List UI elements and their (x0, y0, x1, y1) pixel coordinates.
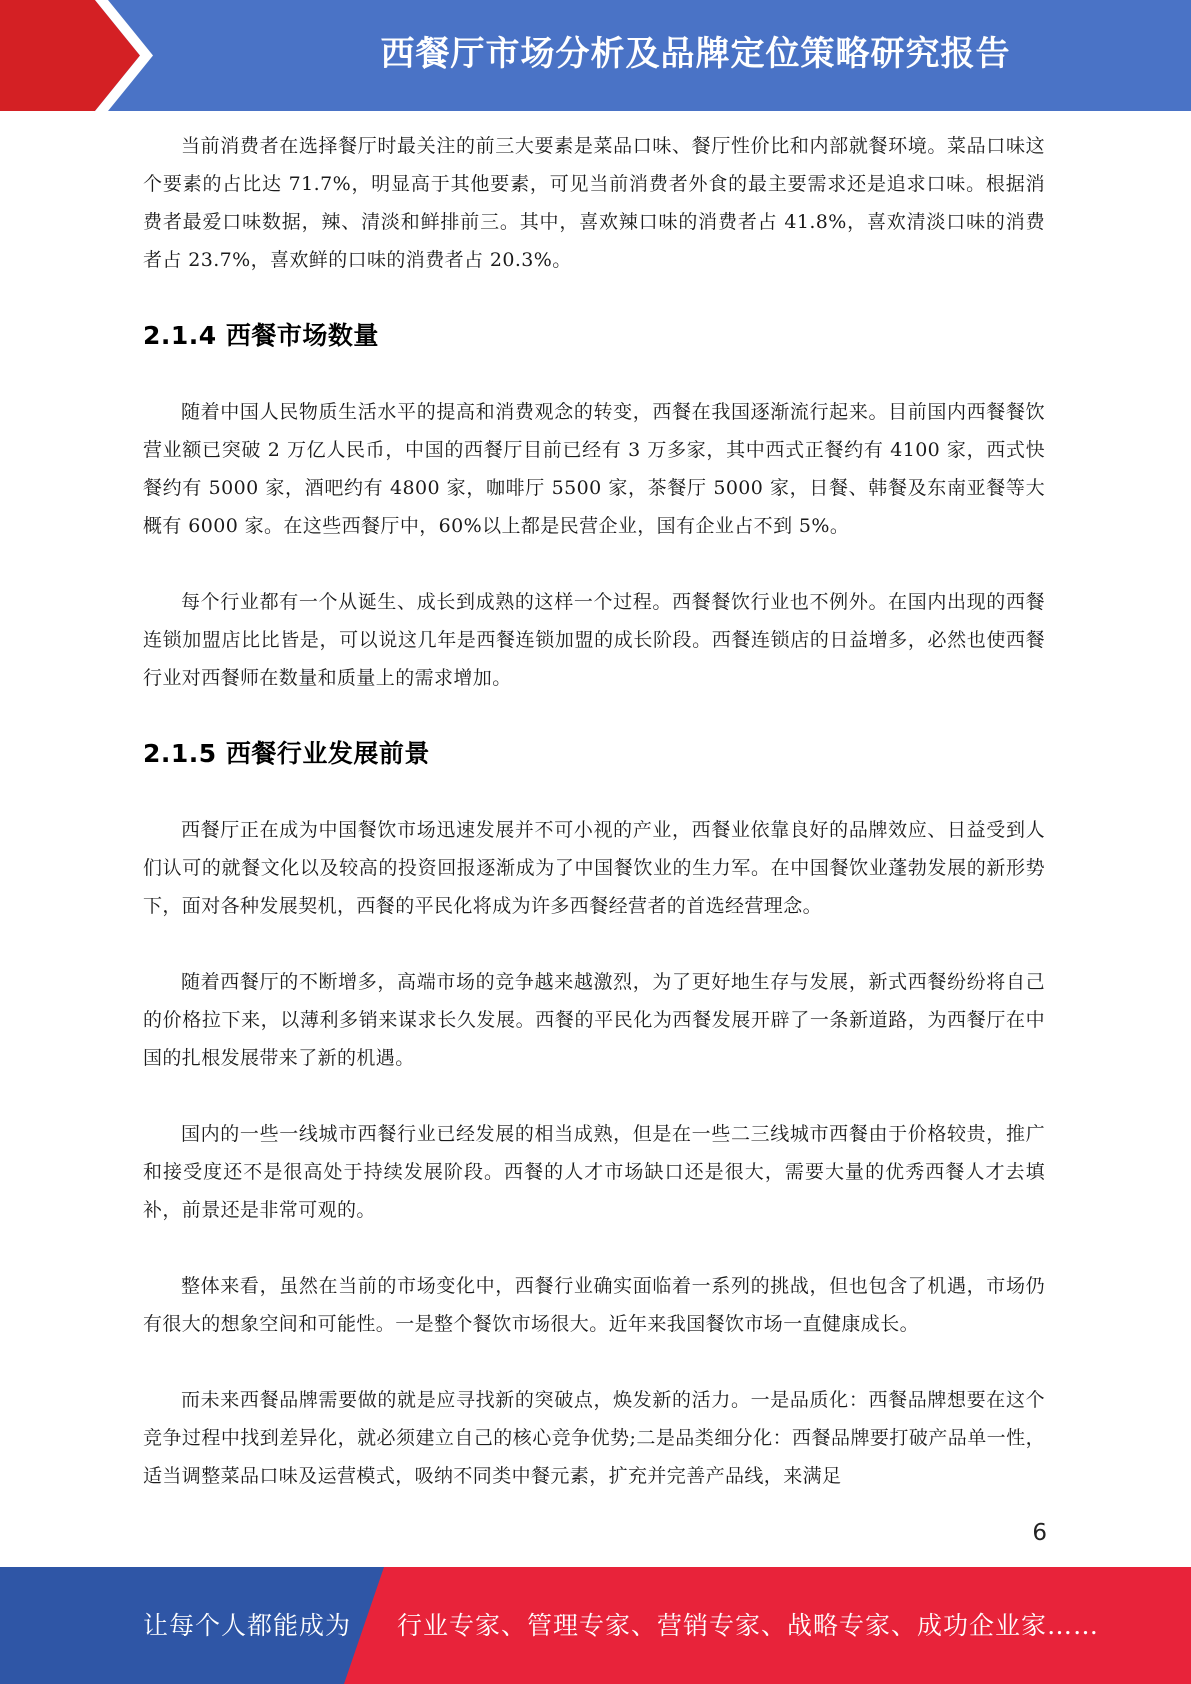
section-heading-2-1-4: 2.1.4 西餐市场数量 (143, 321, 379, 350)
page-number: 6 (1032, 1520, 1047, 1546)
paragraph-prospect-3: 国内的一些一线城市西餐行业已经发展的相当成熟，但是在一些二三线城市西餐由于价格较贵，推广和接受度还不是很高处于持续发展阶段。西餐的人才市场缺口还是很大，需要大量的优秀西餐人才去填补，前景还是非常可观的。 (143, 1123, 1045, 1221)
paragraph-prospect-1: 西餐厅正在成为中国餐饮市场迅速发展并不可小视的产业，西餐业依靠良好的品牌效应、日益受到人们认可的就餐文化以及较高的投资回报逐渐成为了中国餐饮业的生力军。在中国餐饮业蓬勃发展的新形势下，面对各种发展契机，西餐的平民化将成为许多西餐经营者的首选经营理念。 (143, 819, 1045, 917)
document-body (143, 127, 1045, 1495)
paragraph-prospect-5: 而未来西餐品牌需要做的就是应寻找新的突破点，焕发新的活力。一是品质化：西餐品牌想要在这个竞争过程中找到差异化，就必须建立自己的核心竞争优势;二是品类细分化：西餐品牌要打破产品单一性，适当调整菜品口味及运营模式，吸纳不同类中餐元素，扩充并完善产品线，来满足 (143, 1389, 1045, 1487)
header-arrow-decoration (0, 0, 240, 111)
paragraph-prospect-4: 整体来看，虽然在当前的市场变化中，西餐行业确实面临着一系列的挑战，但也包含了机遇，市场仍有很大的想象空间和可能性。一是整个餐饮市场很大。近年来我国餐饮市场一直健康成长。 (143, 1275, 1045, 1335)
paragraph-prospect-2: 随着西餐厅的不断增多，高端市场的竞争越来越激烈，为了更好地生存与发展，新式西餐纷纷将自己的价格拉下来，以薄利多销来谋求长久发展。西餐的平民化为西餐发展开辟了一条新道路，为西餐厅在中国的扎根发展带来了新的机遇。 (143, 971, 1045, 1069)
footer-slogan-left: 让每个人都能成为 (143, 1611, 352, 1640)
footer-slogan-right: 行业专家、管理专家、营销专家、战略专家、成功企业家…… (397, 1611, 1100, 1640)
paragraph-industry-growth: 每个行业都有一个从诞生、成长到成熟的这样一个过程。西餐餐饮行业也不例外。在国内出现的西餐连锁加盟店比比皆是，可以说这几年是西餐连锁加盟的成长阶段。西餐连锁店的日益增多，必然也使西餐行业对西餐师在数量和质量上的需求增加。 (143, 591, 1045, 689)
page-header (0, 0, 1191, 111)
paragraph-consumer-preference: 当前消费者在选择餐厅时最关注的前三大要素是菜品口味、餐厅性价比和内部就餐环境。菜品口味这个要素的占比达 71.7%，明显高于其他要素，可见当前消费者外食的最主要需求还是追求口味。根据消费者最爱口味数据，辣、清淡和鲜排前三。其中，喜欢辣口味的消费者占 41.8%，喜欢清淡口味的消费者占 23.7%，喜欢鲜的口味的消费者占 20.3%。 (143, 135, 1045, 271)
page-footer (0, 1567, 1191, 1684)
document-title: 西餐厅市场分析及品牌定位策略研究报告 (380, 34, 1011, 74)
section-heading-2-1-5: 2.1.5 西餐行业发展前景 (143, 739, 430, 768)
paragraph-market-count: 随着中国人民物质生活水平的提高和消费观念的转变，西餐在我国逐渐流行起来。目前国内西餐餐饮营业额已突破 2 万亿人民币，中国的西餐厅目前已经有 3 万多家，其中西式正餐约有 4100 家，西式快餐约有 5000 家，酒吧约有 4800 家，咖啡厅 5500 家，茶餐厅 5000 家，日餐、韩餐及东南亚餐等大概有 6000 家。在这些西餐厅中，60%以上都是民营企业，国有企业占不到 5%。 (143, 401, 1045, 537)
